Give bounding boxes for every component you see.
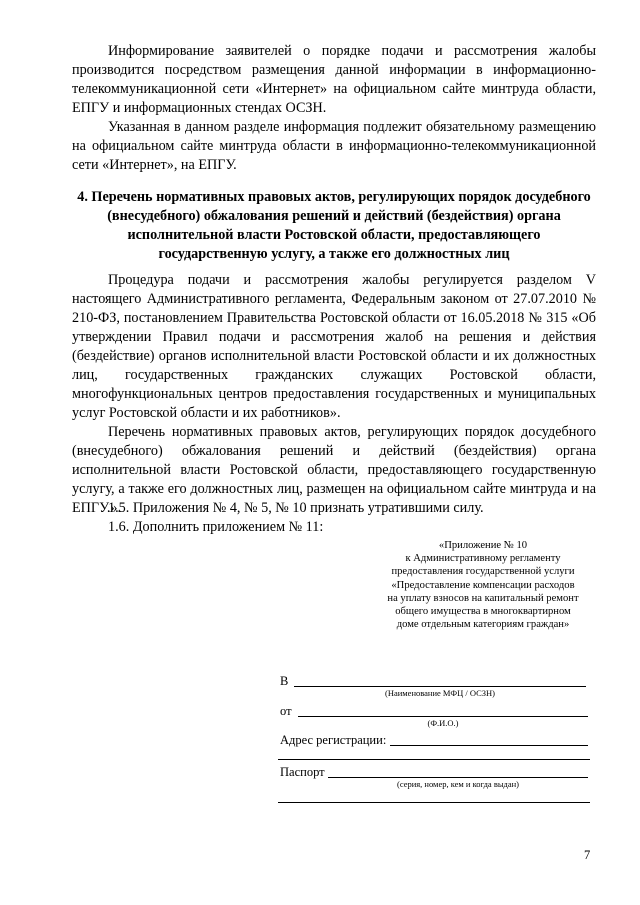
to-field-line[interactable] — [294, 686, 586, 687]
passport-field-line-2[interactable] — [278, 802, 590, 803]
address-field-line-2[interactable] — [278, 759, 590, 760]
paragraph-item-1-6: 1.6. Дополнить приложением № 11: — [108, 519, 324, 535]
appendix-reference — [360, 539, 606, 631]
appendix-line: доме отдельным категориям граждан» — [396, 619, 570, 631]
from-field-line[interactable] — [298, 716, 588, 717]
page-number: 7 — [584, 848, 591, 862]
address-label: Адрес регистрации: — [280, 733, 387, 747]
paragraph-procedure: Процедура подачи и рассмотрения жалобы регулируется разделом V настоящего Административного регламента, Федеральным законом от 27.07.2010 № 210-ФЗ, постановлением Правительства Ростовской области от 16.05.2018 № 315 «Об утверждении Правил подачи и рассмотрения жалоб на решения и действия (бездействие) органов исполнительной власти Ростовской области и их должностных лиц, государственных гражданских служащих Ростовской области, многофункциональных центров предоставления государственных и муниципальных услуг Ростовской области и их работников». — [72, 272, 596, 421]
appendix-line: общего имущества в многоквартирном — [395, 606, 571, 618]
passport-field-line[interactable] — [328, 777, 588, 778]
appendix-line: на уплату взносов на капитальный ремонт — [387, 592, 579, 604]
passport-label: Паспорт — [280, 765, 325, 779]
to-field-hint: (Наименование МФЦ / ОСЗН) — [385, 688, 495, 698]
appendix-line: к Административному регламенту — [405, 553, 561, 565]
paragraph-info-placement: Указанная в данном разделе информация подлежит обязательному размещению на официальном сайте минтруда области в информационно-телекоммуникационной сети «Интернет», на ЕПГУ. — [72, 119, 596, 173]
paragraph-legal-acts-list: Перечень нормативных правовых актов, регулирующих порядок досудебного (внесудебного) обжалования решений и действий (бездействия) органа исполнительной власти Ростовской области, предоставляющего государственную услугу, а также его должностных лиц, размещен на официальном сайте минтруда и на ЕПГУ.». — [72, 424, 596, 516]
paragraph-item-1-5: 1.5. Приложения № 4, № 5, № 10 признать утратившими силу. — [108, 500, 484, 516]
from-label: от — [280, 704, 292, 718]
appendix-line: предоставления государственной услуги — [391, 566, 575, 578]
from-field-hint: (Ф.И.О.) — [427, 718, 459, 728]
address-field-line[interactable] — [390, 745, 588, 746]
paragraph-complaint-info: Информирование заявителей о порядке подачи и рассмотрения жалобы производится посредством размещения данной информации в информационно-телекоммуникационной сети «Интернет» на официальном сайте минтруда области, ЕПГУ и информационных стендах ОСЗН. — [72, 43, 596, 116]
appendix-line: «Приложение № 10 — [438, 540, 528, 551]
to-label: В — [280, 674, 289, 688]
section-heading: 4. Перечень нормативных правовых актов, регулирующих порядок досудебного (внесудебного) обжалования решений и действий (бездействия) органа исполнительной власти Ростовской области, предоставляющего государственную услугу, а также его должностных лиц — [77, 189, 591, 262]
passport-field-hint: (серия, номер, кем и когда выдан) — [396, 779, 520, 789]
appendix-line: «Предоставление компенсации расходов — [391, 579, 575, 591]
